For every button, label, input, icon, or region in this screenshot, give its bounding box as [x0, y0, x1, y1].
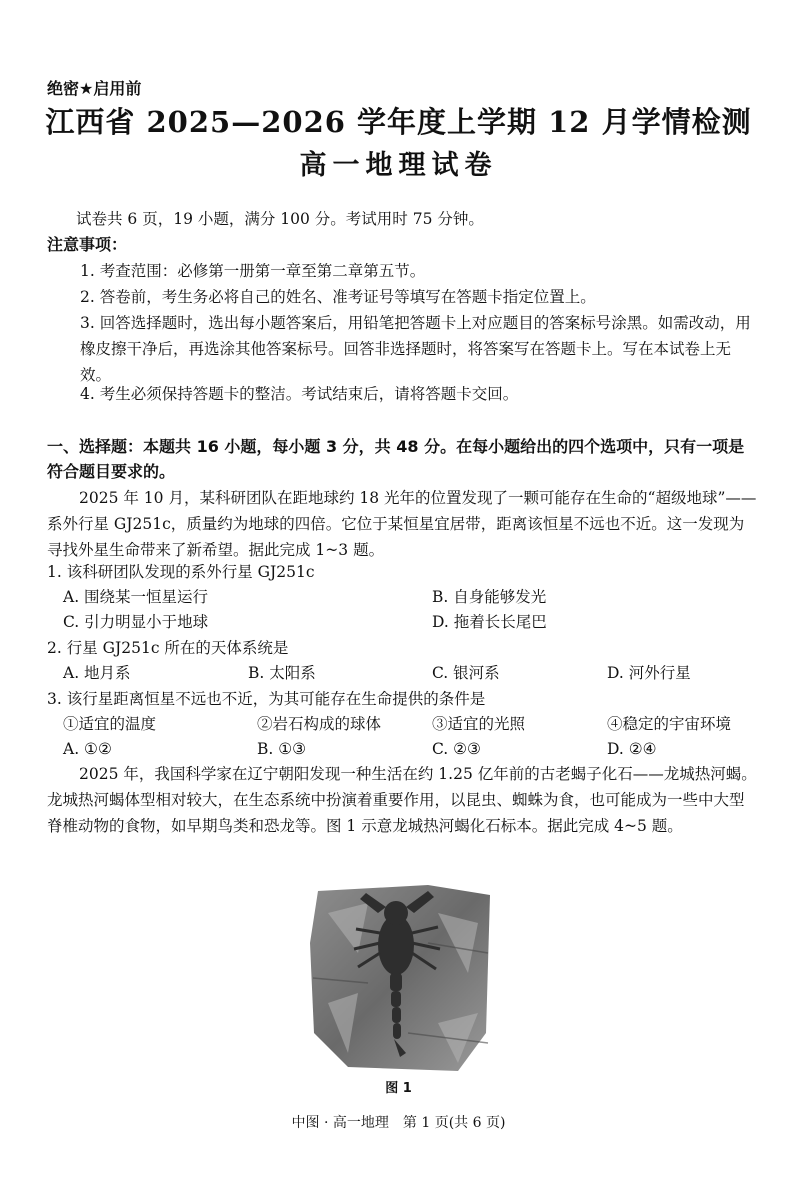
question-2-stem: 2. 行星 GJ251c 所在的天体系统是: [47, 639, 289, 657]
question-3-option-b: B. ①③: [257, 740, 307, 758]
exam-intro: 试卷共 6 页，19 小题，满分 100 分。考试用时 75 分钟。: [76, 210, 484, 228]
question-2-option-c: C. 银河系: [432, 664, 500, 682]
passage-2: 2025 年，我国科学家在辽宁朝阳发现一种生活在约 1.25 亿年前的古老蝎子化石——龙城热河蝎。龙城热河蝎体型相对较大，在生态系统中扮演着重要作用，以昆虫、蜘蛛为食，也可能成为一些中大型脊椎动物的食物，如早期鸟类和恐龙等。图 1 示意龙城热河蝎化石标本。据此完成 4~5 题。: [47, 765, 757, 835]
scorpion-fossil-image: [308, 883, 490, 1071]
question-1-option-d: D. 拖着长长尾巴: [432, 613, 547, 631]
question-3-item-2: ②岩石构成的球体: [257, 715, 382, 733]
page-footer: 中图 · 高一地理 第 1 页(共 6 页): [291, 1115, 506, 1131]
question-3-option-d: D. ②④: [607, 740, 657, 758]
question-3-item-4: ④稳定的宇宙环境: [607, 715, 732, 733]
question-2-option-b: B. 太阳系: [248, 664, 316, 682]
notes-heading: 注意事项：: [47, 235, 128, 254]
question-2-option-d: D. 河外行星: [607, 664, 691, 682]
question-3-option-c: C. ②③: [432, 740, 481, 758]
question-3-item-3: ③适宜的光照: [432, 715, 526, 733]
question-1-option-a: A. 围绕某一恒星运行: [63, 588, 209, 606]
passage-1: 2025 年 10 月，某科研团队在距地球约 18 光年的位置发现了一颗可能存在生命的“超级地球”——系外行星 GJ251c，质量约为地球的四倍。它位于某恒星宜居带，距离该恒星不远也不近。这一发现为寻找外星生命带来了新希望。据此完成 1~3 题。: [47, 489, 757, 559]
note-4: 4. 考生必须保持答题卡的整洁。考试结束后，请将答题卡交回。: [80, 385, 519, 403]
question-1-option-c: C. 引力明显小于地球: [63, 613, 209, 631]
exam-subtitle: 高一地理试卷: [299, 150, 498, 181]
section-heading: 一、选择题：本题共 16 小题，每小题 3 分，共 48 分。在每小题给出的四个选项中，只有一项是符合题目要求的。: [47, 437, 745, 481]
question-3-option-a: A. ①②: [63, 740, 112, 758]
question-1-stem: 1. 该科研团队发现的系外行星 GJ251c: [47, 563, 315, 581]
question-2-option-a: A. 地月系: [63, 664, 131, 682]
exam-title: 江西省 2025—2026 学年度上学期 12 月学情检测: [45, 105, 752, 139]
note-2: 2. 答卷前，考生务必将自己的姓名、准考证号等填写在答题卡指定位置上。: [80, 288, 596, 306]
confidential-mark: 绝密★启用前: [47, 79, 142, 98]
question-3-stem: 3. 该行星距离恒星不远也不近，为其可能存在生命提供的条件是: [47, 690, 486, 708]
note-1: 1. 考查范围：必修第一册第一章至第二章第五节。: [80, 262, 426, 280]
question-3-item-1: ①适宜的温度: [63, 715, 157, 733]
question-1-option-b: B. 自身能够发光: [432, 588, 547, 606]
figure-caption: 图 1: [385, 1081, 412, 1096]
note-3: 3. 回答选择题时，选出每小题答案后，用铅笔把答题卡上对应题目的答案标号涂黑。如需改动，用橡皮擦干净后，再选涂其他答案标号。回答非选择题时，将答案写在答题卡上。写在本试卷上无效。: [80, 314, 751, 384]
